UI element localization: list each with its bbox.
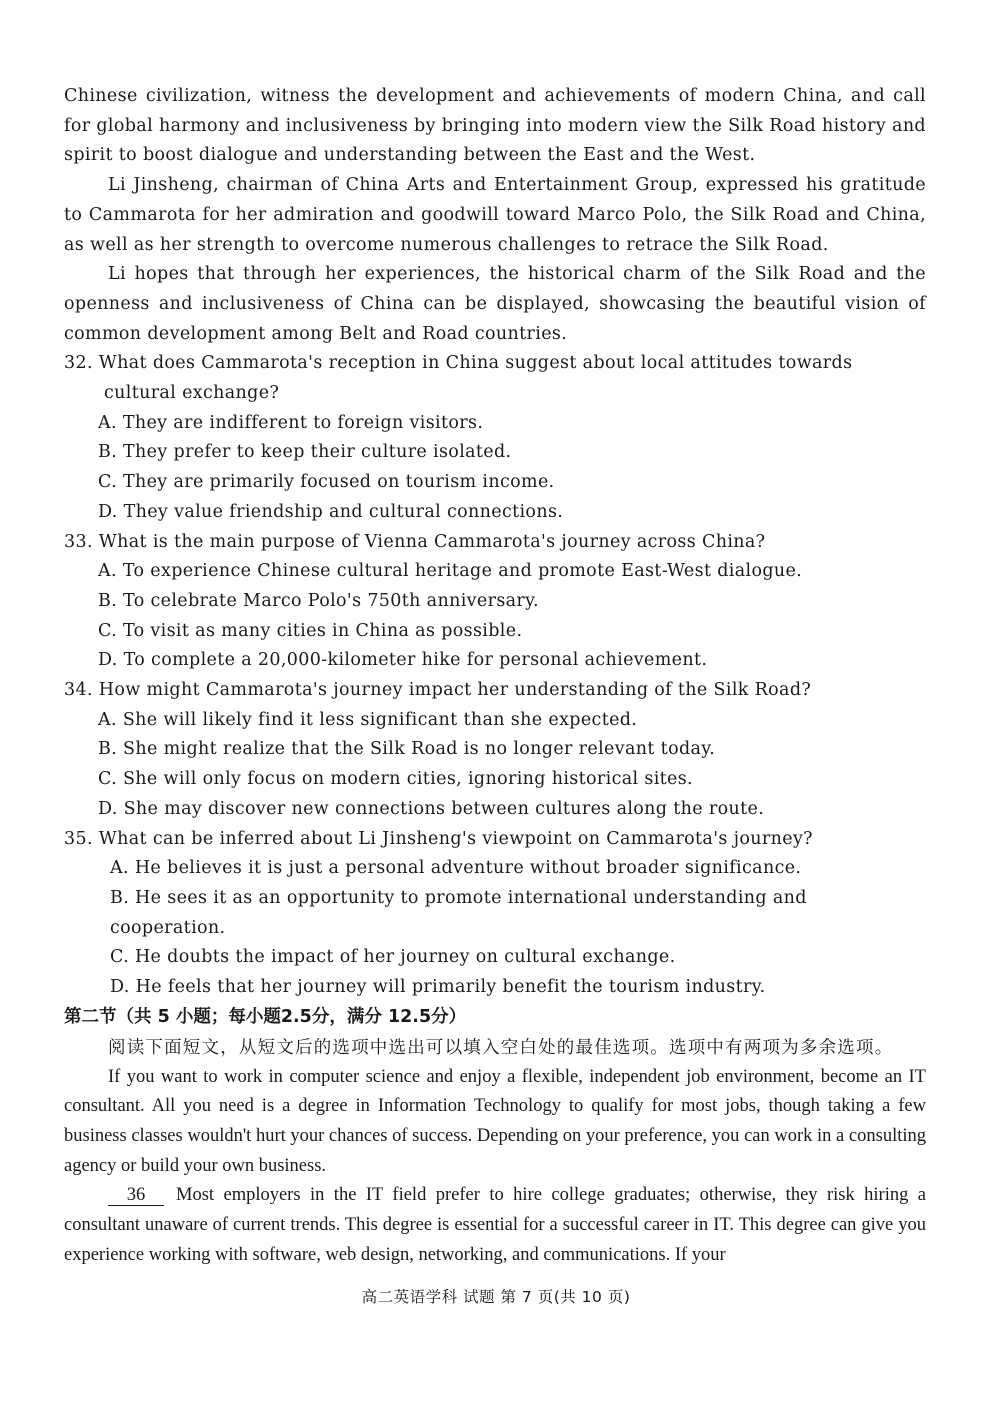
option-c[interactable]: C. To visit as many cities in China as possible. bbox=[98, 620, 523, 641]
option-b[interactable]: B. They prefer to keep their culture isolated. bbox=[98, 442, 512, 463]
exam-page-content bbox=[64, 82, 926, 1270]
question-35 bbox=[64, 825, 926, 1003]
passage-paragraph-1: Chinese civilization, witness the development and achievements of modern China, and call for global harmony and inclusiveness by bringing into modern view the Silk Road history and spirit to boost dialogue and understanding between the East and the West. bbox=[64, 86, 926, 166]
cloze-paragraph-2-text: Most employers in the IT field prefer to hire college graduates; otherwise, they risk hiring a consultant unaware of current trends. This degree is essential for a successful career in IT. This degree can give you experience working with software, web design, networking, and communications. If your bbox=[64, 1185, 926, 1265]
section-instruction: 阅读下面短文，从短文后的选项中选出可以填入空白处的最佳选项。选项中有两项为多余选项。 bbox=[108, 1037, 894, 1058]
option-c[interactable]: C. They are primarily focused on tourism income. bbox=[98, 472, 555, 493]
option-d[interactable]: D. To complete a 20,000-kilometer hike for personal achievement. bbox=[98, 650, 708, 671]
passage-paragraph-3: Li hopes that through her experiences, the historical charm of the Silk Road and the openness and inclusiveness of China can be displayed, showcasing the beautiful vision of common development among Belt and Road countries. bbox=[64, 264, 926, 344]
option-c[interactable]: C. He doubts the impact of her journey on cultural exchange. bbox=[110, 947, 676, 968]
cloze-paragraph-2 bbox=[64, 1181, 926, 1270]
question-32 bbox=[64, 349, 926, 527]
question-34 bbox=[64, 676, 926, 825]
question-stem: 34. How might Cammarota's journey impact her understanding of the Silk Road? bbox=[64, 680, 812, 701]
page-footer: 高二英语学科 试题 第 7 页(共 10 页) bbox=[361, 1288, 631, 1306]
option-d[interactable]: D. They value friendship and cultural connections. bbox=[98, 501, 564, 522]
section-heading: 第二节（共 5 小题；每小题2.5分，满分 12.5分） bbox=[64, 1006, 467, 1027]
option-d[interactable]: D. She may discover new connections between cultures along the route. bbox=[98, 798, 765, 819]
option-a[interactable]: A. He believes it is just a personal adventure without broader significance. bbox=[110, 858, 802, 879]
option-a[interactable]: A. She will likely find it less significant than she expected. bbox=[98, 709, 638, 730]
option-d[interactable]: D. He feels that her journey will primarily benefit the tourism industry. bbox=[110, 977, 766, 998]
option-b[interactable]: B. He sees it as an opportunity to promote international understanding and cooperation. bbox=[110, 887, 807, 938]
option-b[interactable]: B. She might realize that the Silk Road is no longer relevant today. bbox=[98, 739, 716, 760]
question-stem: 32. What does Cammarota's reception in China suggest about local attitudes towards cultural exchange? bbox=[64, 353, 853, 404]
option-b[interactable]: B. To celebrate Marco Polo's 750th anniversary. bbox=[98, 590, 539, 611]
passage-paragraph-2: Li Jinsheng, chairman of China Arts and Entertainment Group, expressed his gratitude to Cammarota for her admiration and goodwill toward Marco Polo, the Silk Road and China, as well as her strength to overcome numerous challenges to retrace the Silk Road. bbox=[64, 175, 926, 255]
option-c[interactable]: C. She will only focus on modern cities, ignoring historical sites. bbox=[98, 769, 693, 790]
option-a[interactable]: A. They are indifferent to foreign visitors. bbox=[98, 412, 484, 433]
question-stem: 35. What can be inferred about Li Jinsheng's viewpoint on Cammarota's journey? bbox=[64, 828, 813, 849]
question-stem: 33. What is the main purpose of Vienna Cammarota's journey across China? bbox=[64, 531, 766, 552]
question-33 bbox=[64, 528, 926, 677]
blank-36[interactable]: 36 bbox=[108, 1185, 164, 1206]
cloze-paragraph-1: If you want to work in computer science and enjoy a flexible, independent job environment, become an IT consultant. All you need is a degree in Information Technology to qualify for most jobs, though taking a few business classes wouldn't hurt your chances of success. Depending on your preference, you can work in a consulting agency or build your own business. bbox=[64, 1066, 926, 1176]
option-a[interactable]: A. To experience Chinese cultural heritage and promote East-West dialogue. bbox=[98, 561, 803, 582]
